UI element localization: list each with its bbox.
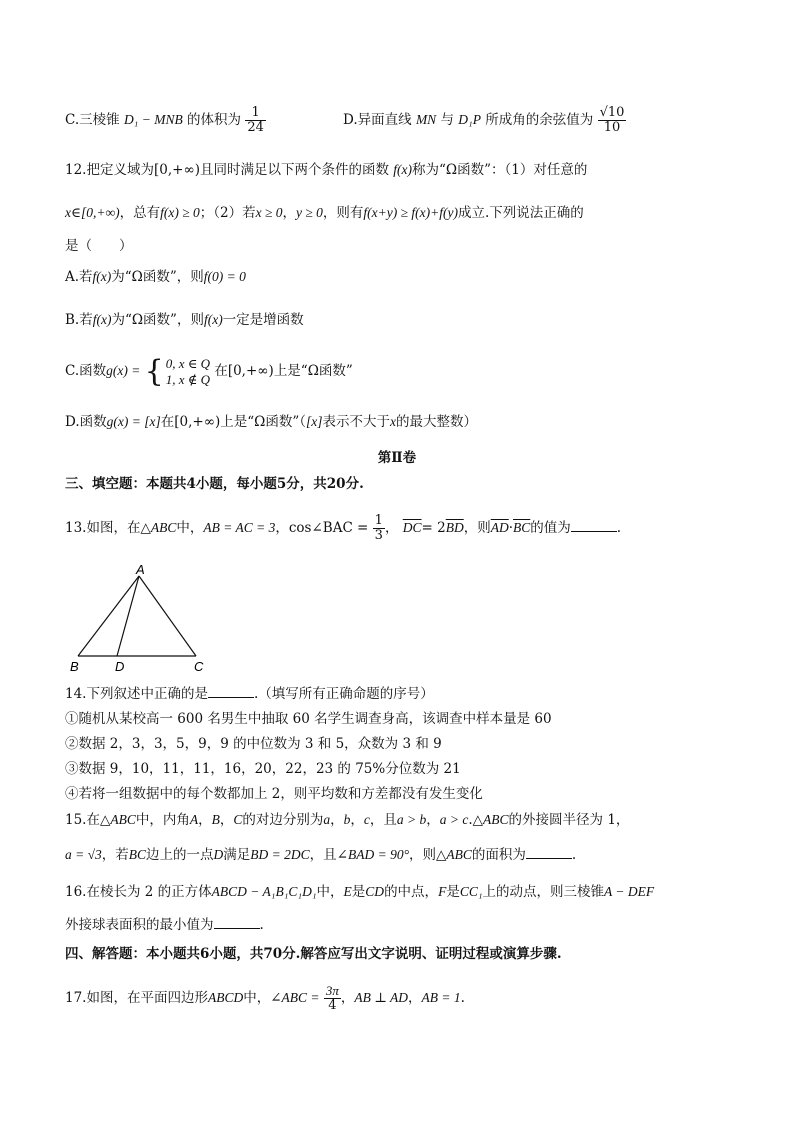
q14-item-2: ②数据 2，3，3，5，9，9 的中位数为 3 和 5，众数为 3 和 9 [65, 736, 442, 752]
q11-option-d: D.异面直线 MN 与 D₁P 所成角的余弦值为 $\frac{√10}{10}$ [343, 105, 625, 135]
q12-option-b: B.若f(x)为“Ω函数”，则f(x)一定是增函数 [65, 312, 304, 328]
fraction: $\frac{3\pi}{4}$ [325, 983, 339, 1013]
section-title: 第Ⅱ卷 [377, 450, 417, 466]
segment-ad [117, 576, 139, 656]
part3-heading: 三、填空题：本题共4小题，每小题5分，共20分. [65, 476, 364, 492]
piecewise-cases: 0, x ∈ Q 1, x ∉ Q [165, 355, 211, 387]
fraction: $\frac{1}{24}$ [247, 105, 264, 135]
q14-item-4: ④若将一组数据中的每个数都加上 2，则平均数和方差都没有发生变化 [65, 786, 483, 802]
q17-text: 17.如图，在平面四边形ABCD中，∠ABC = $\frac{3\pi}{4}$ ，AB ⊥ AD，AB = 1. [65, 983, 465, 1013]
label-a: A [136, 562, 145, 577]
answer-blank [214, 916, 260, 929]
q14-item-1: ①随机从某校高一 600 名男生中抽取 60 名学生调查身高，该调查中样本量是 60 [65, 711, 552, 727]
fraction: $\frac{1}{3}$ [374, 513, 383, 543]
q16-line-1: 16.在棱长为 2 的正方体ABCD − A₁B₁C₁D₁中，E是CD的中点，F是CC₁上的动点，则三棱锥A − DEF [65, 884, 655, 900]
q11-option-c: C.三棱锥 D₁ − MNB 的体积为 $\frac{1}{24}$ [65, 105, 264, 135]
q14-item-3: ③数据 9，10，11，11，16，20，22，23 的 75%分位数为 21 [65, 761, 461, 777]
label-c: C [194, 659, 204, 674]
answer-blank [526, 846, 572, 859]
side-ab [78, 576, 139, 656]
q13-text: 13.如图，在△ABC中，AB = AC = 3，cos∠BAC = $\frac{1}{3}$ ， $\overline{DC}= 2\overline{BD}$，则$\overline{AD}\cdot\overline{BC}$的值为 . [65, 513, 622, 543]
label-b: B [70, 659, 79, 674]
q14-text: 14.下列叙述中正确的是 .（填写所有正确命题的序号） [65, 686, 434, 702]
q12-option-c: C.函数g(x) = { 0, x ∈ Q 1, x ∉ Q 在[0,+∞)上是“Ω函数” [65, 353, 353, 389]
triangle-figure [66, 560, 226, 675]
q12-option-a: A.若f(x)为“Ω函数”，则f(0) = 0 [65, 269, 246, 285]
q12-line-1: 12.把定义域为[0,+∞)且同时满足以下两个条件的函数 f(x)称为“Ω函数”：（1）对任意的 [65, 162, 588, 178]
q12-line-2: x∈[0,+∞)，总有f(x) ≥ 0；（2）若x ≥ 0，y ≥ 0，则有f(x+y) ≥ f(x)+f(y)成立.下列说法正确的 [65, 205, 584, 221]
part4-heading: 四、解答题：本小题共6小题，共70分.解答应写出文字说明、证明过程或演算步骤. [65, 946, 562, 962]
fraction: $\frac{√10}{10}$ [599, 105, 625, 135]
q12-option-d: D.函数g(x) = [x]在[0,+∞)上是“Ω函数”（[x]表示不大于x的最大整数） [65, 414, 477, 430]
answer-blank [208, 685, 254, 698]
label-d: D [115, 659, 125, 674]
answer-blank [571, 519, 617, 532]
q12-line-3: 是（ ） [65, 238, 133, 254]
q16-line-2: 外接球表面积的最小值为 . [65, 917, 264, 933]
q15-line-2: a = √3，若BC边上的一点D满足BD = 2DC，且∠BAD = 90°，则△ABC的面积为 . [65, 847, 577, 863]
q15-line-1: 15.在△ABC中，内角A，B，C的对边分别为a，b，c，且a > b，a > c.△ABC的外接圆半径为 1， [65, 812, 630, 828]
brace: { [144, 353, 164, 389]
side-ac [139, 576, 196, 656]
